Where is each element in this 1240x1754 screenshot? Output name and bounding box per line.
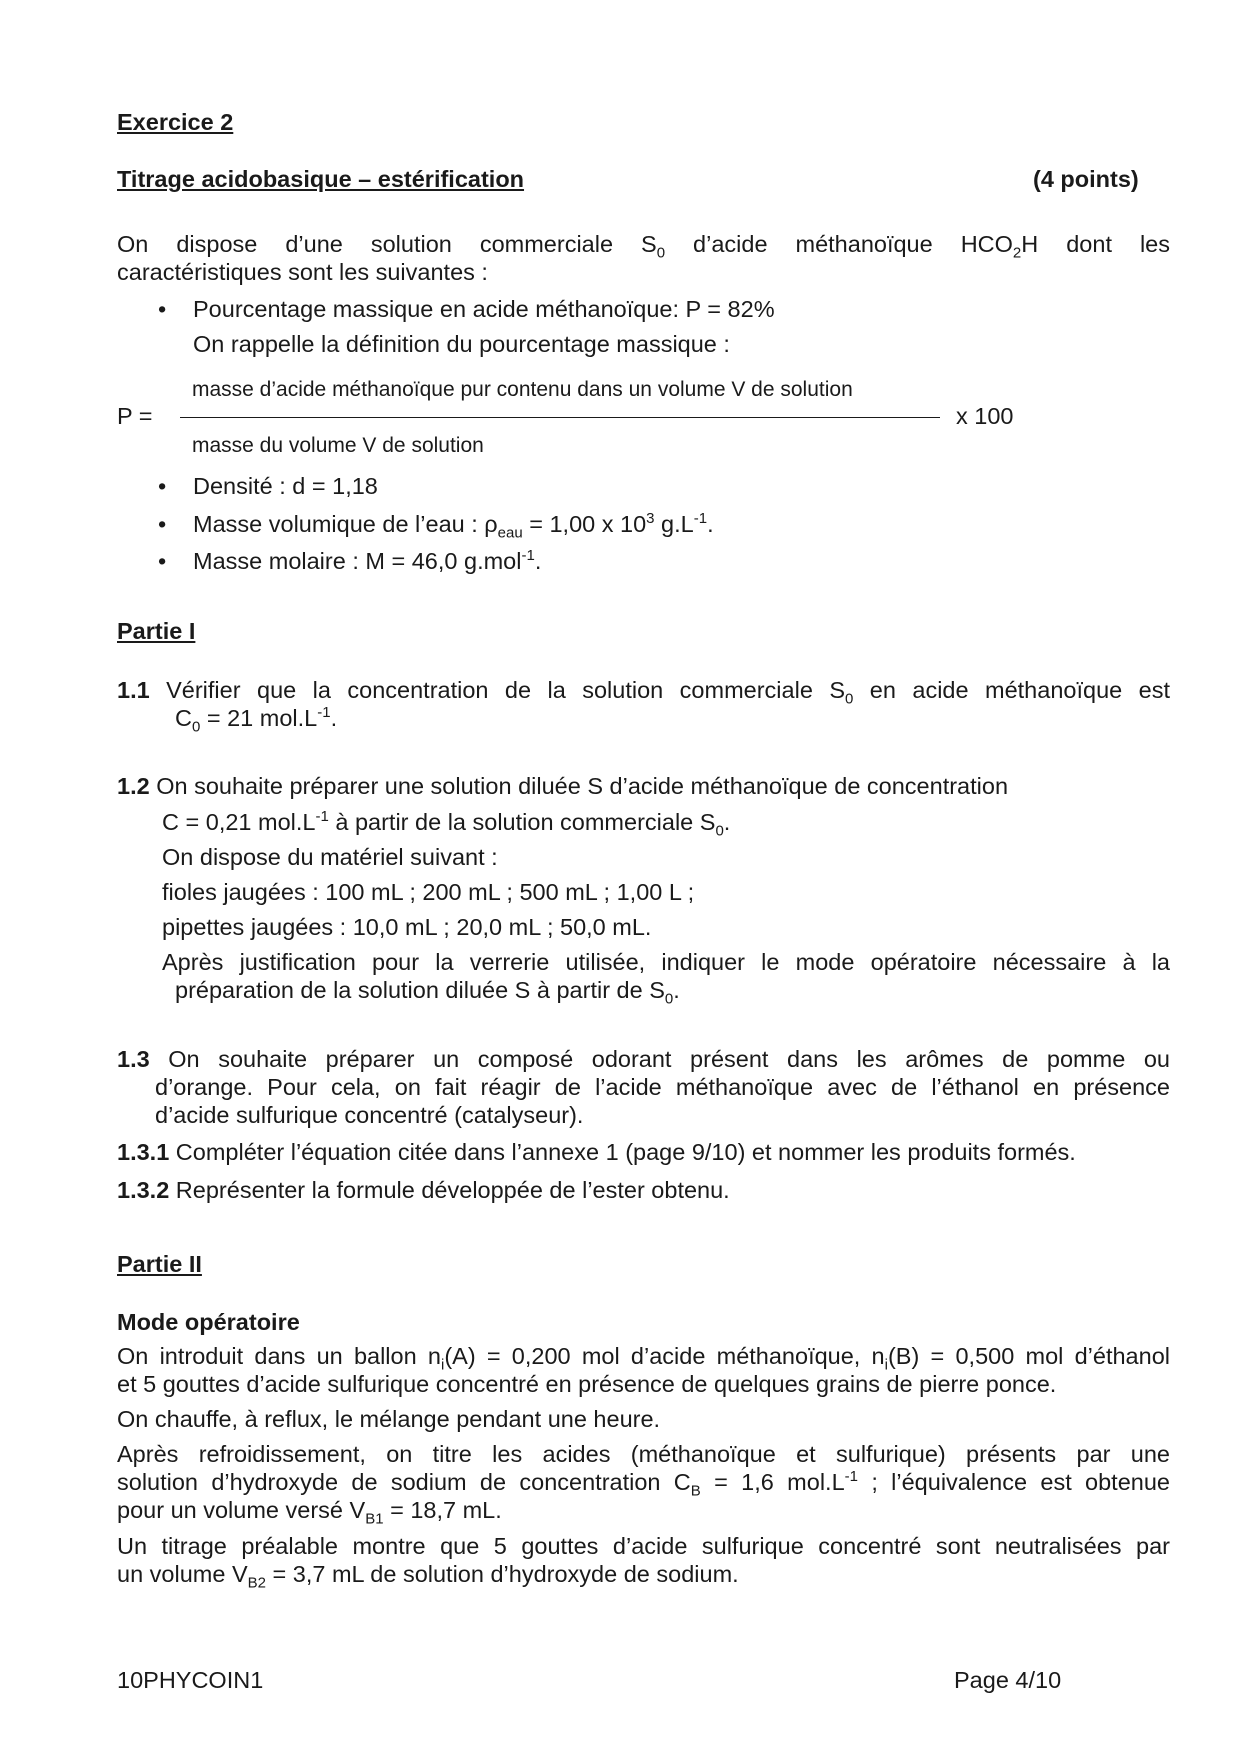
q12-line-2: C = 0,21 $mol.L^{-1}$ à partir de la solution commerciale $S_0$.	[162, 808, 731, 840]
formula-factor: x 100	[956, 403, 1014, 429]
footer-page-number: Page 4/10	[954, 1667, 1062, 1693]
q12-line-5: pipettes jaugées : 10,0 mL ; 20,0 mL ; 50,0 mL.	[162, 914, 652, 940]
fraction-bar	[180, 417, 940, 418]
bullet-molar-mass: Masse molaire : M = 46,0 g.mol$^{-1}$.	[193, 547, 542, 574]
intro-line-2: caractéristiques sont les suivantes :	[117, 259, 488, 285]
formula-lhs: P =	[117, 403, 153, 429]
formula-denominator: masse du volume V de solution	[192, 434, 484, 457]
bullet-icon: •	[158, 548, 167, 574]
p3-line-1: Après refroidissement, on titre les acides (méthanoïque et sulfurique) présents par une	[117, 1441, 1170, 1467]
q12-line-3: On dispose du matériel suivant :	[162, 844, 498, 870]
p4-line-1: Un titrage préalable montre que 5 gouttes d’acide sulfurique concentré sont neutralisées par	[117, 1533, 1170, 1559]
bullet-icon: •	[158, 473, 167, 499]
q11-line-2: $C_0 = 21$ $mol.L^{-1}$.	[175, 704, 338, 736]
p2-line: On chauffe, à reflux, le mélange pendant une heure.	[117, 1406, 661, 1432]
q12-line-7: préparation de la solution diluée S à partir de $S_0$.	[175, 977, 680, 1008]
q12-line-6: Après justification pour la verrerie utilisée, indiquer le mode opératoire nécessaire à la	[162, 949, 1170, 975]
q13-line-1: 1.3 On souhaite préparer un composé odorant présent dans les arômes de pomme ou	[117, 1046, 1170, 1072]
bullet-icon: •	[158, 296, 167, 322]
mode-title: Mode opératoire	[117, 1309, 300, 1335]
q12-line-1: 1.2 On souhaite préparer une solution diluée S d’acide méthanoïque de concentration	[117, 773, 1009, 799]
q131-line: 1.3.1 Compléter l’équation citée dans l’annexe 1 (page 9/10) et nommer les produits formés.	[117, 1139, 1076, 1165]
q13-line-3: d’acide sulfurique concentré (catalyseur).	[155, 1102, 584, 1128]
p1-line-2: et 5 gouttes d’acide sulfurique concentré en présence de quelques grains de pierre ponce.	[117, 1371, 1057, 1397]
exercise-points: (4 points)	[1033, 166, 1139, 192]
recall-text: On rappelle la définition du pourcentage massique :	[193, 331, 730, 357]
formula-numerator: masse d’acide méthanoïque pur contenu dans un volume V de solution	[192, 378, 853, 401]
p3-line-3: pour un volume versé $V_{B1} = 18,7$ mL.	[117, 1497, 502, 1528]
part1-title: Partie I	[117, 618, 196, 644]
q12-line-4: fioles jaugées : 100 mL ; 200 mL ; 500 mL ; 1,00 L ;	[162, 879, 695, 905]
bullet-percentage: Pourcentage massique en acide méthanoïque: P = 82%	[193, 296, 775, 322]
q132-line: 1.3.2 Représenter la formule développée de l’ester obtenu.	[117, 1177, 730, 1203]
bullet-icon: •	[158, 511, 167, 537]
intro-line-1: On dispose d’une solution commerciale $S_0$ d’acide méthanoïque $HCO_2H$ dont les	[117, 231, 1171, 262]
q13-line-2: d’orange. Pour cela, on fait réagir de l’acide méthanoïque avec de l’éthanol en présence	[155, 1074, 1170, 1100]
p1-line-1: On introduit dans un ballon $n_i(A) = 0,200$ mol d’acide méthanoïque, $n_i(B) = 0,500$ mol d’éthanol	[117, 1343, 1170, 1374]
bullet-water-density: Masse volumique de l’eau : $\rho_{eau} = 1,00$ x $10^3$ $g.L^{-1}$.	[193, 510, 714, 542]
part2-title: Partie II	[117, 1251, 202, 1277]
p4-line-2: un volume $V_{B2} = 3,7$ mL de solution d’hydroxyde de sodium.	[117, 1561, 739, 1592]
exercise-title: Exercice 2	[117, 109, 234, 135]
footer-code: 10PHYCOIN1	[117, 1667, 264, 1693]
p3-line-2: solution d’hydroxyde de sodium de concentration $C_B = 1,6$ $mol.L^{-1}$ ; l’équivalence est obtenue	[117, 1468, 1170, 1500]
q11-line-1: 1.1 Vérifier que la concentration de la solution commerciale $S_0$ en acide méthanoïque est	[117, 677, 1170, 708]
bullet-density: Densité : d = 1,18	[193, 473, 378, 499]
exercise-subtitle: Titrage acidobasique – estérification	[117, 166, 525, 192]
